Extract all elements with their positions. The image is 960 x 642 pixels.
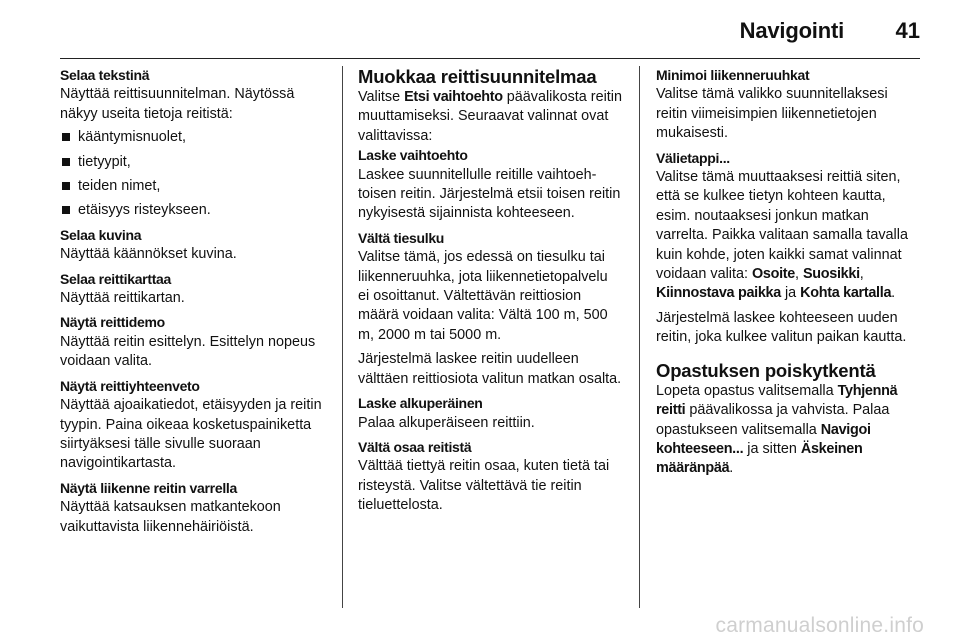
entry-nayta-liikenne bbox=[60, 479, 324, 537]
entry-text: Näyttää reitin esittelyn. Esittelyn nopeus voidaan valita. bbox=[60, 333, 316, 370]
option-askeinen-maaranpaa: Äskeinen määränpää bbox=[656, 440, 863, 477]
entry-heading: Laske alkuperäinen bbox=[358, 395, 483, 412]
entry-heading: Näytä liikenne reitin varrella bbox=[60, 479, 237, 496]
option-kohta-kartalla: Kohta kartalla bbox=[800, 285, 892, 302]
entry-nayta-reittiyhteenveto bbox=[60, 377, 324, 474]
entry-valta-osaa-reitista bbox=[358, 438, 622, 516]
entry-text: Palaa alkuperäiseen reittiin. bbox=[358, 414, 535, 431]
bullet-list bbox=[60, 128, 324, 221]
entry-minimoi-liikenneruuhkat bbox=[656, 66, 920, 144]
option-tyhjenna-reitti: Tyhjennä reitti bbox=[656, 382, 898, 419]
header-title: Navigointi bbox=[739, 18, 844, 43]
option-navigoi-kohteeseen: Navigoi kohteeseen... bbox=[656, 421, 871, 457]
entry-text: Näyttää ajoaikatiedot, etäisyyden ja reitin tyypin. Paina oikeaa kosketuspainiketta siirtyäksesi tälle sivulle suoraan navigointikartasta. bbox=[60, 397, 322, 472]
list-item: kääntymisnuolet, bbox=[60, 128, 324, 147]
option-kiinnostava-paikka: Kiinnostava paikka bbox=[656, 285, 781, 302]
entry-heading: Välietappi... bbox=[656, 149, 730, 166]
entry-text: Valitse tämä valikko suunnitellaksesi reitin viimeisimpien liikennetietojen mukaisesti. bbox=[656, 86, 888, 142]
entry-text: Järjestelmä laskee kohteeseen uuden reitin, joka kulkee valitun paikan kautta. bbox=[656, 309, 907, 346]
column-divider-2 bbox=[639, 66, 640, 608]
entry-laske-vaihtoehto bbox=[358, 146, 622, 224]
option-suosikki: Suosikki bbox=[802, 266, 860, 283]
bullet-square-icon bbox=[62, 158, 70, 166]
entry-text: Laskee suunnitellulle reitille vaihtoehtoisen reitin. Järjestelmä etsii toisen reitin nykyisestä sijainnista kohteeseen. bbox=[358, 166, 621, 222]
entry-text: Valitse tämä muuttaaksesi reittiä siten, että se kulkee tietyn kohteen kautta, esim. noutaaksesi jonkun matkan varrelta. Paikka valitaan samalla tavalla kuin kohde, joten kaikki samat valinnat voidaan valita: Osoite, Suosikki, Kiinnostava paikka ja Kohta kartalla. bbox=[656, 169, 908, 302]
option-osoite: Osoite bbox=[752, 266, 795, 283]
entry-valta-tiesulku bbox=[358, 229, 622, 389]
entry-text: Näyttää reittikartan. bbox=[60, 290, 185, 307]
entry-heading: Näytä reittiyhteenveto bbox=[60, 377, 200, 394]
bullet-square-icon bbox=[62, 133, 70, 141]
entry-valietappi bbox=[656, 149, 920, 348]
entry-heading: Vältä osaa reitistä bbox=[358, 438, 472, 455]
watermark: carmanualsonline.info bbox=[715, 614, 924, 637]
entry-heading: Näytä reittidemo bbox=[60, 314, 165, 331]
section-title: Opastuksen poiskytkentä bbox=[656, 359, 876, 381]
entry-text: Näyttää käännökset kuvina. bbox=[60, 246, 237, 263]
column-divider-1 bbox=[342, 66, 343, 608]
entry-text: Näyttää reittisuunnitelman. Näytössä näkyy useita tietoja reitistä: bbox=[60, 86, 295, 122]
section-intro: Valitse Etsi vaihtoehto päävalikosta reitin muuttamiseksi. Seuraavat valinnat ovat valittavissa: bbox=[358, 89, 622, 144]
menu-option-label: Etsi vaihtoehto bbox=[404, 89, 503, 105]
entry-selaa-tekstina bbox=[60, 66, 324, 221]
entry-heading: Minimoi liikenneruuhkat bbox=[656, 67, 810, 83]
entry-nayta-reittidemo bbox=[60, 313, 324, 371]
header-rule bbox=[60, 58, 920, 59]
entry-selaa-kuvina bbox=[60, 226, 324, 265]
entry-heading: Selaa tekstinä bbox=[60, 67, 150, 83]
entry-text: Valitse tämä, jos edessä on tiesulku tai liikenneruuhka, jota liikennetietopalvelu ei osoittanut. Vältettävän reittiosion määrä voidaan valita: Vältä 100 m, 500 m, 2000 m tai 5000 m. bbox=[358, 249, 608, 343]
entry-selaa-reittikarttaa bbox=[60, 270, 324, 309]
page-header bbox=[0, 0, 960, 60]
section-title: Muokkaa reittisuunnitelmaa bbox=[358, 66, 597, 87]
entry-heading: Selaa reittikarttaa bbox=[60, 270, 172, 287]
entry-text: Järjestelmä laskee reitin uudelleen välttäen reittiosiota valitun matkan osalta. bbox=[358, 351, 622, 387]
column-2 bbox=[358, 66, 622, 521]
list-item: etäisyys risteykseen. bbox=[60, 201, 324, 220]
entry-text: Välttää tiettyä reitin osaa, kuten tietä tai risteystä. Valitse vältettävä tie reitin tieluettelosta. bbox=[358, 458, 610, 514]
bullet-square-icon bbox=[62, 206, 70, 214]
entry-heading: Laske vaihtoehto bbox=[358, 147, 468, 164]
page-number: 41 bbox=[895, 18, 920, 43]
bullet-square-icon bbox=[62, 182, 70, 190]
entry-text: Näyttää katsauksen matkantekoon vaikuttavista liikennehäiriöistä. bbox=[60, 499, 281, 535]
list-item: teiden nimet, bbox=[60, 177, 324, 196]
column-1 bbox=[60, 66, 324, 542]
entry-laske-alkuperainen bbox=[358, 394, 622, 433]
entry-heading: Vältä tiesulku bbox=[358, 229, 445, 246]
entry-heading: Selaa kuvina bbox=[60, 226, 142, 243]
section-text: Lopeta opastus valitsemalla Tyhjennä reitti päävalikossa ja vahvista. Palaa opastukseen valitsemalla Navigoi kohteeseen... ja sitten Äskeinen määränpää. bbox=[656, 382, 898, 477]
list-item: tietyypit, bbox=[60, 153, 324, 172]
column-3 bbox=[656, 66, 920, 479]
